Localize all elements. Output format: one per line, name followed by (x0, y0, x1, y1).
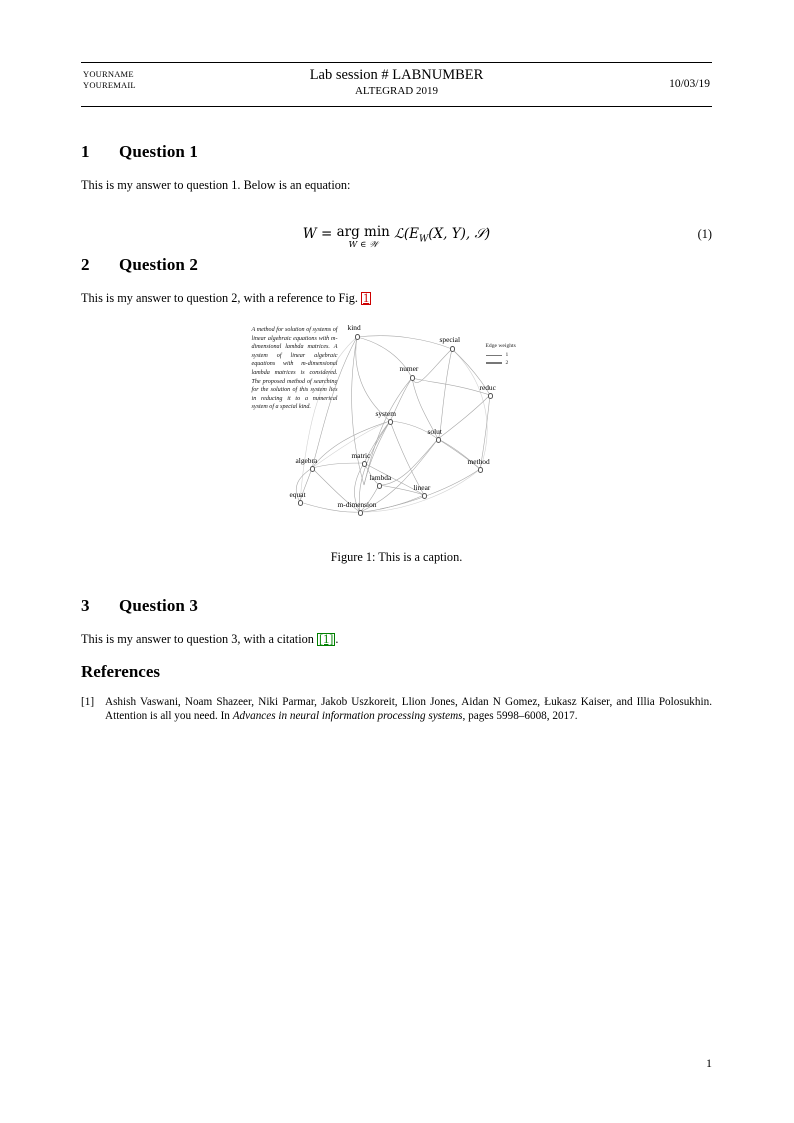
document-title: Lab session # LABNUMBER (309, 67, 484, 83)
graph-node-dot-kind (355, 334, 361, 340)
reference-body-1 (105, 696, 712, 723)
graph-node-dot-lambda (377, 483, 383, 489)
section-title-2: Question 2 (119, 255, 198, 274)
citation-link[interactable]: [1] (319, 632, 334, 646)
figure-reference-link[interactable]: 1 (363, 291, 370, 305)
figure-1 (81, 323, 712, 565)
section-number-3: 3 (81, 596, 90, 615)
header-date: 10/03/19 (669, 78, 710, 90)
section-heading-3 (81, 596, 712, 616)
graph-node-kind: kind (347, 323, 361, 332)
equation-1 (81, 223, 712, 250)
document-subtitle: ALTEGRAD 2019 (354, 85, 438, 97)
equation-row-1 (81, 218, 712, 252)
section-question-3 (81, 596, 712, 646)
graph-node-dot-algebra (310, 466, 316, 472)
reference-number-1: [1] (81, 696, 95, 708)
paragraph-question-3 (81, 632, 338, 647)
graph-node-dot-solut (436, 437, 442, 443)
graph-node-dot-matric (362, 461, 368, 467)
section-title-3: Question 3 (119, 596, 198, 615)
figure-caption: Figure 1: This is a caption. (330, 550, 463, 564)
reference-text-a: Ashish Vaswani, Noam Shazeer, Niki Parmar, Jakob Uszkoreit, Llion Jones, Aidan N Gomez, Łukasz Kaiser, and Illia Polosukhin. Attention is all you need. In (105, 696, 712, 722)
equation-rhs-args: (X, Y), 𝒮) (428, 226, 491, 242)
equation-operator: arg min (336, 224, 390, 240)
graph-node-dot-special (450, 346, 456, 352)
legend-label-2: 2 (505, 360, 509, 366)
figure-canvas (252, 323, 542, 528)
section-heading-2 (81, 255, 712, 275)
graph-node-dot-reduc (488, 393, 494, 399)
equation-rhs: ℒ(E (394, 226, 419, 242)
graph-node-numer: numer (399, 364, 419, 373)
graph-node-dot-numer (410, 375, 416, 381)
equation-rhs-subscript: W (418, 234, 429, 245)
paragraph-question-2 (81, 291, 371, 306)
legend-label-1: 1 (505, 352, 509, 358)
graph-node-special: special (439, 335, 461, 344)
paragraph-question-3-text: This is my answer to question 3, with a citation (81, 632, 318, 646)
graph-node-linear: linear (413, 483, 431, 492)
equation-subscript: W ∈ 𝒲 (348, 239, 378, 250)
references-heading: References (81, 662, 160, 681)
references-section (81, 662, 712, 722)
paragraph-question-3-text-end: . (335, 632, 339, 646)
graph-node-solut: solut (427, 427, 442, 436)
graph-node-reduc: reduc (479, 383, 496, 392)
paragraph-question-2-text: This is my answer to question 2, with a reference to Fig. (81, 291, 362, 305)
figure-abstract-text: A method for solution of systems of linear algebraic equations with m-dimensional lambda matrices. A system of linear algebraic equations with m-dimensional lambda matrices is considered. The proposed method of searching for the solution of this system lies in reducing it to a numerical system of a special kind. (251, 327, 338, 411)
paragraph-question-1: This is my answer to question 1. Below is an equation: (81, 178, 351, 192)
section-heading-1 (81, 142, 712, 162)
graph-node-method: method (467, 457, 490, 466)
section-number-1: 1 (81, 142, 90, 161)
equation-lhs: W = (302, 226, 333, 242)
equation-tag-1: (1) (697, 227, 712, 241)
section-question-1 (81, 142, 712, 250)
graph-node-dot-method (478, 467, 484, 473)
graph-node-matric: matric (351, 451, 371, 460)
graph-node-lambda: lambda (369, 473, 392, 482)
page-number: 1 (706, 1056, 712, 1070)
graph-node-dot-equat (298, 500, 304, 506)
page-header (81, 62, 712, 107)
graph-node-m-dimension: m-dimension (337, 500, 377, 509)
graph-node-equat: equat (289, 490, 306, 499)
header-title-block (81, 67, 712, 98)
reference-entry-1 (81, 696, 712, 723)
legend-title: Edge weights (485, 343, 516, 349)
graph-node-dot-linear (422, 493, 428, 499)
reference-text-b: , pages 5998–6008, 2017. (462, 709, 578, 722)
section-number-2: 2 (81, 255, 90, 274)
graph-node-dot-system (388, 419, 394, 425)
reference-text-italic: Advances in neural information processing systems (232, 709, 463, 722)
graph-node-algebra: algebra (295, 456, 318, 465)
section-title-1: Question 1 (119, 142, 198, 161)
graph-node-system: system (375, 409, 397, 418)
section-question-2 (81, 255, 712, 564)
author-email: YOUREMAIL (83, 80, 136, 90)
author-name: YOURNAME (83, 69, 134, 79)
graph-node-dot-m-dimension (358, 510, 364, 516)
